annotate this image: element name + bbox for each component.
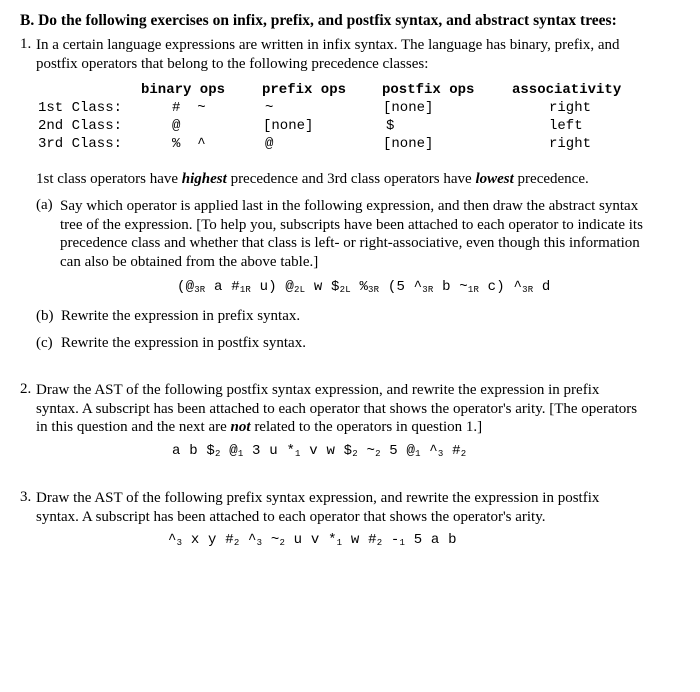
operator-subscript: 1: [295, 449, 301, 459]
q2-number: 2.: [20, 381, 32, 397]
section-heading: B. Do the following exercises on infix, prefix, and postfix syntax, and abstract syntax trees:: [20, 12, 617, 29]
table-row-class-label: 1st Class:: [38, 100, 123, 116]
expression-token: 5 @: [380, 443, 416, 459]
operator-subscript: 2L: [339, 285, 351, 295]
header-postfix-ops: postfix ops: [382, 82, 475, 98]
q3-expression: [168, 532, 457, 548]
table-cell-prefix: ~: [265, 100, 274, 116]
precedence-note: 1st class operators have highest precedence and 3rd class operators have lowest precedence.: [36, 171, 589, 187]
q3-text: Draw the AST of the following prefix syntax expression, and rewrite the expression in postfix syntax. A subscript has been attached to each operator that shows the operator's arity.: [36, 490, 600, 525]
expression-token: (@: [177, 279, 195, 295]
q2-expression: [172, 443, 466, 459]
expression-token: u) @: [251, 279, 295, 295]
expression-token: v w $: [300, 443, 353, 459]
table-cell-postfix: [none]: [383, 100, 434, 116]
q1c-text: Rewrite the expression in postfix syntax.: [61, 335, 306, 351]
expression-token: -: [382, 532, 400, 548]
expression-token: x y #: [182, 532, 234, 548]
q2-text: Draw the AST of the following postfix syntax expression, and rewrite the expression in prefix syntax. A subscript has been attached to each operator that shows the operator's arity. [The operators in this question and the next are not related to the operators in question 1.]: [36, 382, 638, 435]
operator-subscript: 3: [256, 538, 263, 548]
expression-token: a b $: [172, 443, 216, 459]
expression-token: ~: [262, 532, 280, 548]
operator-subscript: 2: [215, 449, 221, 459]
expression-token: c) ^: [479, 279, 523, 295]
table-cell-binary: @: [172, 118, 181, 134]
q1-number: 1.: [20, 36, 32, 52]
expression-token: 5 a b: [405, 532, 457, 548]
operator-subscript: 2: [376, 538, 383, 548]
operator-subscript: 1: [415, 449, 421, 459]
operator-subscript: 3R: [368, 285, 380, 295]
operator-subscript: 2L: [294, 285, 306, 295]
header-associativity: associativity: [512, 82, 622, 98]
table-cell-prefix: @: [265, 136, 274, 152]
table-cell-postfix: [none]: [383, 136, 434, 152]
operator-subscript: 1R: [467, 285, 480, 295]
expression-token: (5 ^: [379, 279, 423, 295]
expression-token: #: [443, 443, 461, 459]
q3-number: 3.: [20, 489, 32, 505]
q1a-text: Say which operator is applied last in the following expression, and then draw the abstract syntax tree of the expression. [To help you, subscripts have been attached to each operator to indicate its precedence class and whether that class is left- or right-associative, even though this information can also be obtained from the above table.]: [60, 198, 643, 270]
operator-subscript: 1: [336, 538, 343, 548]
operator-subscript: 1: [399, 538, 406, 548]
table-cell-associativity: right: [549, 136, 592, 152]
operator-subscript: 3: [437, 449, 444, 459]
table-row-class-label: 2nd Class:: [38, 118, 123, 134]
operator-subscript: 1R: [239, 285, 252, 295]
table-cell-binary: # ~: [172, 100, 206, 116]
operator-subscript: 3R: [522, 285, 534, 295]
expression-token: d: [533, 279, 551, 295]
q1a-label: (a): [36, 197, 53, 213]
expression-token: ^: [420, 443, 438, 459]
expression-token: a #: [205, 279, 240, 295]
q1b-text: Rewrite the expression in prefix syntax.: [61, 308, 301, 324]
q1a-expression: [177, 279, 551, 295]
highest-emphasis: highest: [181, 171, 227, 187]
expression-token: ^: [239, 532, 257, 548]
operator-subscript: 3R: [422, 285, 434, 295]
expression-token: w $: [305, 279, 340, 295]
operator-subscript: 2: [460, 449, 467, 459]
operator-subscript: 3R: [194, 285, 206, 295]
expression-token: ~: [357, 443, 376, 459]
not-emphasis: not: [230, 419, 251, 435]
header-binary-ops: binary ops: [141, 82, 226, 98]
operator-subscript: 2: [375, 449, 381, 459]
expression-token: b ~: [433, 279, 468, 295]
table-row-class-label: 3rd Class:: [38, 136, 123, 152]
table-cell-associativity: left: [549, 118, 583, 134]
operator-subscript: 3: [176, 538, 183, 548]
expression-token: %: [350, 279, 369, 295]
operator-subscript: 1: [237, 449, 244, 459]
expression-token: @: [220, 443, 238, 459]
expression-token: 3 u *: [243, 443, 296, 459]
expression-token: ^: [168, 532, 177, 548]
table-cell-associativity: right: [549, 100, 592, 116]
table-cell-prefix: [none]: [263, 118, 314, 134]
q1-intro: In a certain language expressions are written in infix syntax. The language has binary, prefix, and postfix operators that belong to the following precedence classes:: [36, 37, 620, 72]
q1b-label: (b): [36, 308, 54, 324]
table-cell-binary: % ^: [172, 136, 206, 152]
table-cell-postfix: $: [386, 118, 395, 134]
lowest-emphasis: lowest: [475, 171, 514, 187]
operator-subscript: 2: [233, 538, 240, 548]
q1c-label: (c): [36, 335, 53, 351]
expression-token: u v *: [285, 532, 337, 548]
header-prefix-ops: prefix ops: [262, 82, 347, 98]
expression-token: w #: [342, 532, 377, 548]
operator-subscript: 2: [352, 449, 358, 459]
operator-subscript: 2: [279, 538, 286, 548]
